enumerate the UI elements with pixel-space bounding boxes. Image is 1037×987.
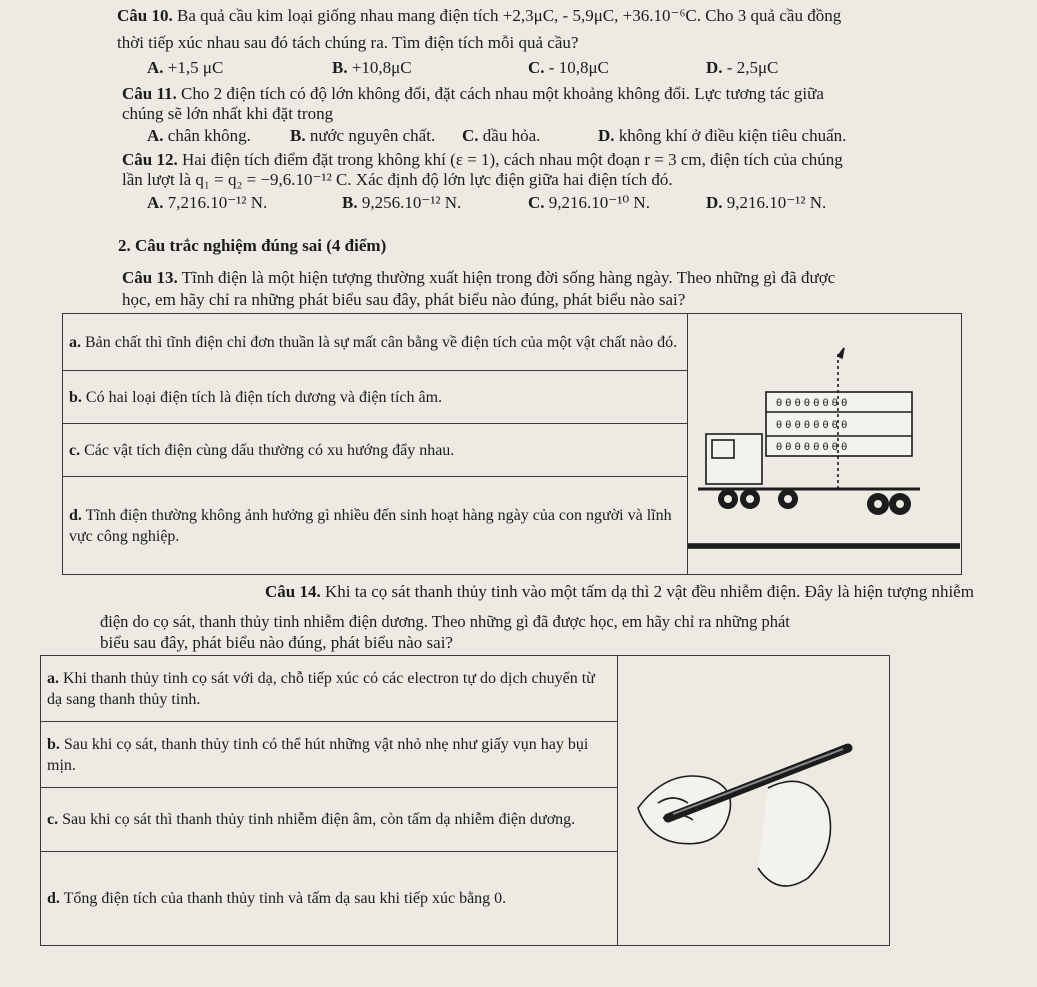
q13-image-cell <box>688 314 962 575</box>
q13-statement-c: c. Các vật tích điện cùng dấu thường có xu hướng đẩy nhau. <box>63 424 688 477</box>
section-2-heading: 2. Câu trắc nghiệm đúng sai (4 điểm) <box>118 236 387 255</box>
q14-stem-line1: Câu 14. Khi ta cọ sát thanh thủy tinh vào một tấm dạ thì 2 vật đều nhiễm điện. Đây là hiện tượng nhiễm <box>265 582 974 601</box>
q13-statement-a: a. Bản chất thì tĩnh điện chỉ đơn thuần là sự mất cân bằng về điện tích của một vật chất nào đó. <box>63 314 688 371</box>
q10-option-a: A. +1,5 μC <box>147 58 224 77</box>
q12-stem-line1: Câu 12. Hai điện tích điểm đặt trong không khí (ε = 1), cách nhau một đoạn r = 3 cm, điện tích của chúng <box>122 150 843 169</box>
q13-statement-d: d. Tĩnh điện thường không ảnh hưởng gì nhiều đến sinh hoạt hàng ngày của con người và lĩnh vực công nghiệp. <box>63 477 688 575</box>
q12-option-b: B. 9,256.10⁻¹² N. <box>342 193 462 212</box>
q13-table <box>62 313 962 575</box>
svg-text:θ θ θ θ θ θ θ θ: θ θ θ θ θ θ θ θ <box>776 398 848 409</box>
q14-stem-line3: biểu sau đây, phát biểu nào đúng, phát biểu nào sai? <box>100 633 453 652</box>
q11-option-b: B. nước nguyên chất. <box>290 126 436 145</box>
q11-stem-line2: chúng sẽ lớn nhất khi đặt trong <box>122 104 334 123</box>
q14-table <box>40 655 890 946</box>
svg-text:θ θ θ θ θ θ θ θ: θ θ θ θ θ θ θ θ <box>776 442 848 453</box>
q10-option-c: C. - 10,8μC <box>528 58 609 77</box>
charged-truck-illustration <box>688 314 960 568</box>
q10-stem-line2: thời tiếp xúc nhau sau đó tách chúng ra. Tìm điện tích mỗi quả cầu? <box>117 33 579 52</box>
q14-row-a <box>41 656 890 722</box>
q14-number: Câu 14. <box>265 582 321 601</box>
q12-stem-line2: lần lượt là q₁ = q₂ = −9,6.10⁻¹² C. Xác định độ lớn lực điện giữa hai điện tích đó. <box>122 170 673 189</box>
q11-option-c: C. dầu hỏa. <box>462 126 541 145</box>
q11-option-d: D. không khí ở điều kiện tiêu chuẩn. <box>598 126 847 145</box>
q14-statement-d: d. Tổng điện tích của thanh thủy tinh và tấm dạ sau khi tiếp xúc bằng 0. <box>41 852 618 946</box>
q13-stem-line1: Câu 13. Tĩnh điện là một hiện tượng thường xuất hiện trong đời sống hàng ngày. Theo những gì đã được <box>122 268 836 287</box>
q14-statement-b: b. Sau khi cọ sát, thanh thủy tinh có thể hút những vật nhỏ nhẹ như giấy vụn hay bụi mịn. <box>41 722 618 788</box>
q10-stem-line1 <box>117 6 841 26</box>
q10-option-d: D. - 2,5μC <box>706 58 779 77</box>
q10-number: Câu 10. <box>117 6 173 25</box>
svg-text:θ θ θ θ θ θ θ θ: θ θ θ θ θ θ θ θ <box>776 420 848 431</box>
q10-stem-text: Ba quả cầu kim loại giống nhau mang điện tích +2,3μC, - 5,9μC, +36.10⁻⁶C. Cho 3 quả cầu đồng <box>172 6 842 25</box>
q13-statement-b: b. Có hai loại điện tích là điện tích dương và điện tích âm. <box>63 371 688 424</box>
q14-stem-line2: điện do cọ sát, thanh thủy tinh nhiễm điện dương. Theo những gì đã được học, em hãy chỉ ra những phát <box>100 612 790 631</box>
q13-number: Câu 13. <box>122 268 178 287</box>
q10-option-b: B. +10,8μC <box>332 58 412 77</box>
q14-image-cell <box>618 656 890 946</box>
q11-option-a: A. chân không. <box>147 126 251 145</box>
q12-option-a: A. 7,216.10⁻¹² N. <box>147 193 268 212</box>
q13-row-a <box>63 314 962 371</box>
q14-statement-a: a. Khi thanh thủy tinh cọ sát với dạ, chỗ tiếp xúc có các electron tự do dịch chuyển từ dạ sang thanh thủy tinh. <box>41 656 618 722</box>
q13-stem-line2: học, em hãy chỉ ra những phát biểu sau đây, phát biểu nào đúng, phát biểu nào sai? <box>122 290 686 309</box>
rubbing-rod-illustration <box>618 658 888 938</box>
q12-option-c: C. 9,216.10⁻¹⁰ N. <box>528 193 650 212</box>
q11-stem-line1: Câu 11. Cho 2 điện tích có độ lớn không đổi, đặt cách nhau một khoảng không đổi. Lực tương tác giữa <box>122 84 824 103</box>
q14-statement-c: c. Sau khi cọ sát thì thanh thủy tinh nhiễm điện âm, còn tấm dạ nhiễm điện dương. <box>41 788 618 852</box>
q12-number: Câu 12. <box>122 150 178 169</box>
q11-number: Câu 11. <box>122 84 177 103</box>
q12-option-d: D. 9,216.10⁻¹² N. <box>706 193 827 212</box>
